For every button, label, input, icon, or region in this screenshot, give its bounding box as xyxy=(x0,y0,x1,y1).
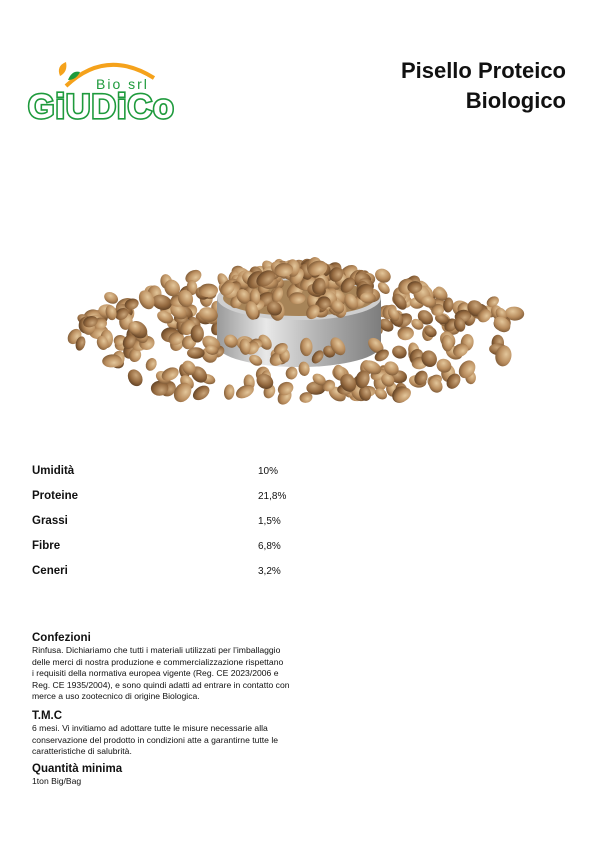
nutrition-value: 1,5% xyxy=(258,516,281,527)
peas-in-metal-dish-photo xyxy=(44,190,554,440)
pea xyxy=(144,356,159,372)
giudico-logo-mark xyxy=(26,56,191,126)
nutrition-label: Fibre xyxy=(32,540,61,552)
body-line: i requisiti della normativa europea vigente (Reg. CE 2023/2006 e xyxy=(32,668,279,679)
nutrition-value: 21,8% xyxy=(258,491,287,502)
body-line: delle merci di nostra produzione e commercializzazione rispettano xyxy=(32,656,284,667)
section-body xyxy=(32,723,342,758)
section-body xyxy=(32,645,342,703)
pea xyxy=(125,367,146,389)
pea xyxy=(390,344,408,361)
pea xyxy=(223,384,235,400)
body-line: merce a uso zootecnico di origine Biologica. xyxy=(32,691,200,702)
body-line: Rinfusa. Dichiariamo che tutti i materiali utilizzati per l’imballaggio xyxy=(32,645,281,655)
section-tmc xyxy=(32,710,342,758)
nutrition-row-grassi xyxy=(32,515,332,540)
nutrition-label: Grassi xyxy=(32,515,68,527)
section-title: Confezioni xyxy=(32,632,91,644)
nutrition-row-umidita xyxy=(32,465,332,490)
body-line: caratteristiche di salubrità. xyxy=(32,746,132,757)
section-body xyxy=(32,776,342,788)
nutrition-row-ceneri xyxy=(32,565,332,590)
nutrition-table xyxy=(32,465,332,590)
nutrition-label: Umidità xyxy=(32,465,75,477)
body-line: 1ton Big/Bag xyxy=(32,776,82,786)
nutrition-value: 10% xyxy=(258,466,279,477)
section-quantita-minima xyxy=(32,763,342,788)
product-title xyxy=(401,56,566,116)
pea xyxy=(284,365,300,381)
company-logo xyxy=(26,56,191,126)
nutrition-row-fibre xyxy=(32,540,332,565)
product-title-line2: Biologico xyxy=(465,88,566,113)
nutrition-row-proteine xyxy=(32,490,332,515)
pea xyxy=(397,326,415,341)
nutrition-label: Ceneri xyxy=(32,565,68,577)
nutrition-value: 3,2% xyxy=(258,566,281,577)
nutrition-value: 6,8% xyxy=(258,541,281,552)
pea xyxy=(187,347,205,358)
logo-brand-text: GiUDiCo xyxy=(28,88,175,126)
body-line: Reg. CE 1935/2004), e sono quindi adatti ad entrare in contatto con xyxy=(32,679,290,690)
section-confezioni xyxy=(32,632,342,703)
nutrition-label: Proteine xyxy=(32,490,79,502)
product-title-line1: Pisello Proteico xyxy=(400,58,566,83)
logo-tagline: Bio srl xyxy=(96,76,149,92)
body-line: 6 mesi. Vi invitiamo ad adottare tutte le misure necessarie alla xyxy=(32,723,268,733)
product-photo xyxy=(44,190,554,440)
pea xyxy=(373,266,394,285)
section-title: T.M.C xyxy=(32,710,63,722)
section-title: Quantità minima xyxy=(32,763,123,775)
body-line: conservazione del prodotto in condizioni atte a garantirne tutte le xyxy=(32,734,279,745)
